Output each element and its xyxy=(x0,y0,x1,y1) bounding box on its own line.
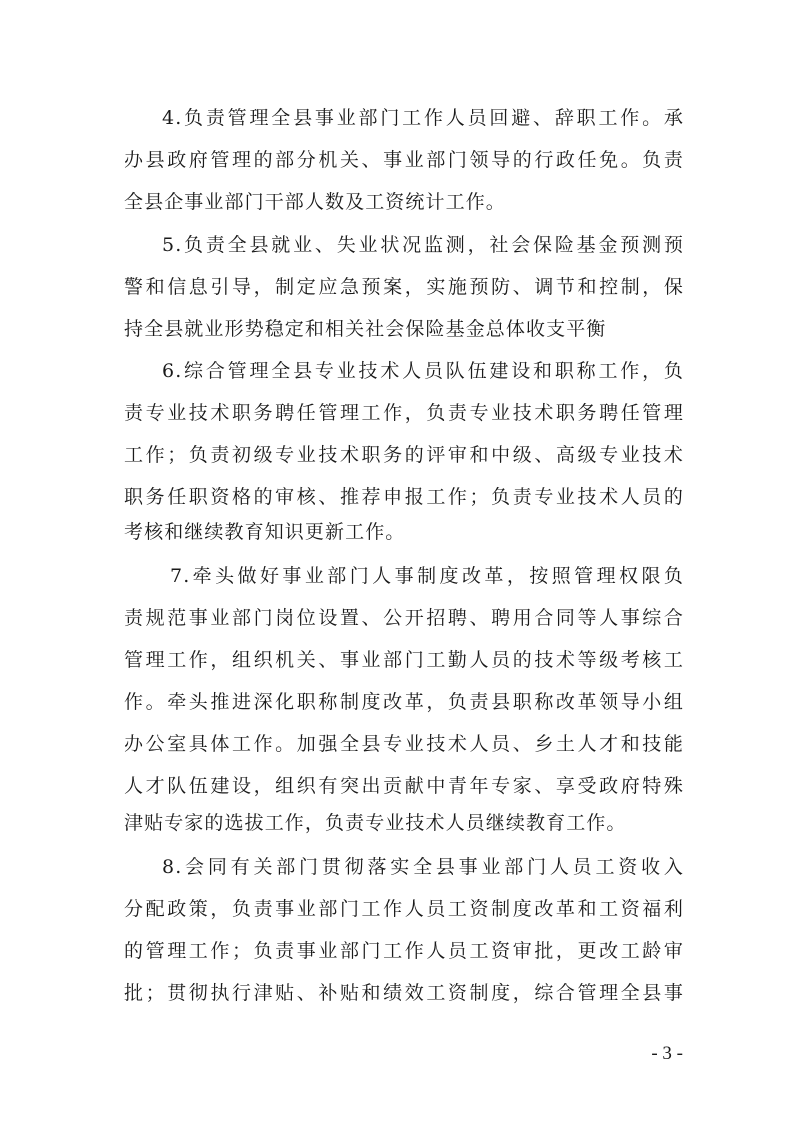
item-4-line-3: 全县企事业部门干部人数及工资统计工作。 xyxy=(124,191,506,213)
item-7-line-2: 责规范事业部门岗位设置、公开招聘、聘用合同等人事综合 xyxy=(124,607,684,629)
item-7-line-6: 人才队伍建设，组织有突出贡献中青年专家、享受政府特殊 xyxy=(124,775,684,797)
item-5-line-3: 持全县就业形势稳定和相关社会保险基金总体收支平衡 xyxy=(124,318,607,340)
item-6-line-2: 责专业技术职务聘任管理工作，负责专业技术职务聘任管理 xyxy=(124,402,684,424)
item-7-line-3: 管理工作，组织机关、事业部门工勤人员的技术等级考核工 xyxy=(124,649,684,671)
item-6-line-3: 工作；负责初级专业技术职务的评审和中级、高级专业技术 xyxy=(124,444,684,466)
item-8-line-1: 8.会同有关部门贯彻落实全县事业部门人员工资收入 xyxy=(162,856,684,878)
item-6-line-1: 6.综合管理全县专业技术人员队伍建设和职称工作，负 xyxy=(162,360,684,382)
item-4-line-1: 4.负责管理全县事业部门工作人员回避、辞职工作。承 xyxy=(162,107,684,129)
item-7-line-1: 7.牵头做好事业部门人事制度改革，按照管理权限负 xyxy=(170,565,684,587)
page-number: - 3 - xyxy=(651,1043,683,1064)
item-7-line-5: 办公室具体工作。加强全县专业技术人员、乡土人才和技能 xyxy=(124,733,684,755)
item-4-line-2: 办县政府管理的部分机关、事业部门领导的行政任免。负责 xyxy=(124,149,684,171)
item-7-line-7: 津贴专家的选拔工作，负责专业技术人员继续教育工作。 xyxy=(124,812,627,834)
item-7-line-4: 作。牵头推进深化职称制度改革，负责县职称改革领导小组 xyxy=(124,691,684,713)
item-6-line-4: 职务任职资格的审核、推荐申报工作；负责专业技术人员的 xyxy=(124,486,684,508)
item-8-line-2: 分配政策，负责事业部门工作人员工资制度改革和工资福利 xyxy=(124,898,684,920)
item-5-line-1: 5.负责全县就业、失业状况监测，社会保险基金预测预 xyxy=(162,234,684,256)
item-8-line-4: 批；贯彻执行津贴、补贴和绩效工资制度，综合管理全县事 xyxy=(124,982,684,1004)
item-8-line-3: 的管理工作；负责事业部门工作人员工资审批，更改工龄审 xyxy=(124,940,684,962)
item-5-line-2: 警和信息引导，制定应急预案，实施预防、调节和控制，保 xyxy=(124,276,684,298)
item-6-line-5: 考核和继续教育知识更新工作。 xyxy=(124,521,406,543)
